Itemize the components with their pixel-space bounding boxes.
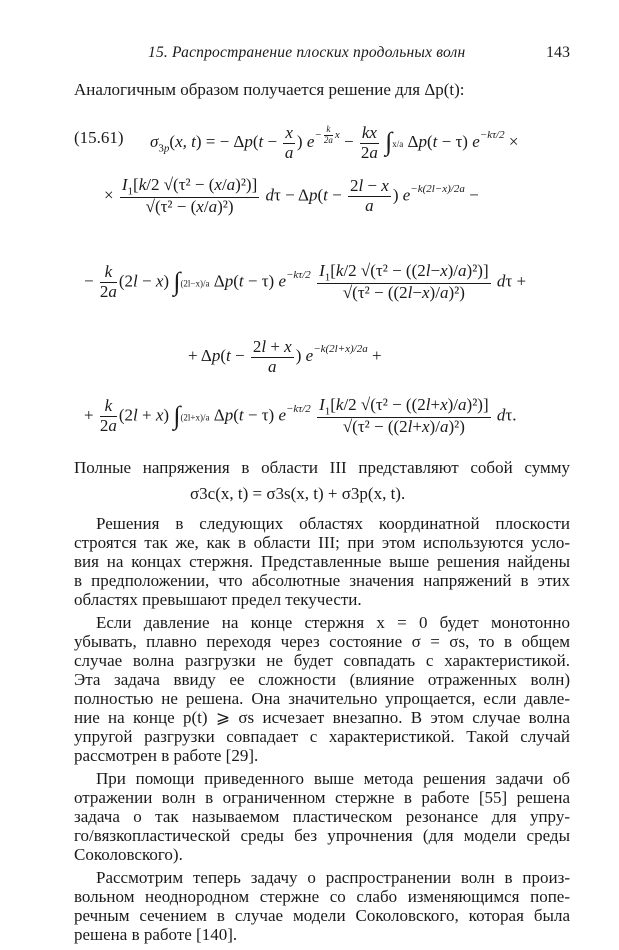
paragraph-line: При помощи приведенного выше метода решения задачи об [96,769,570,788]
paragraph-line: строятся так же, как в области III; при этом используются усло- [74,533,570,552]
paragraph-line: упругой разгрузки совпадает с характеристикой. Такой случай [74,727,570,746]
running-header-title: 15. Распространение плоских продольных волн [148,44,466,61]
paragraph-line: Если давление на конце стержня x = 0 будет монотонно [96,613,570,632]
paragraph-line: Соколовского). [74,845,183,864]
paragraph-line: Эта задача ввиду ее сложности (влияние отраженных волн) [74,670,570,689]
sum-intro: Полные напряжения в области III представляют собой сумму [74,458,570,477]
paragraph-line: полностью не решена. Она значительно упрощается, если давле- [74,689,570,708]
paragraph-line: случае волна разгрузки не будет совпадать с характеристикой. [74,651,570,670]
paragraph-line: решена в работе [140]. [74,925,238,944]
equation-row-2: × $\frac{I_1[k/2 √(\tau^2 - (x/a)^2)]}{\text{√(τ² − (x/a)²)}}$ dτ − Δp(t − $\frac{2l - x}{a}$ ) $e^{-k(2l-x)/2a}$ − [104,175,479,217]
paragraph-line: ние на конце p(t) ⩾ σs исчезает внезапно. В этом случае волна [74,708,570,727]
equation-row-4: + Δp(t − $\frac{2l + x}{a}$ ) $e^{-k(2l+x)/2a}$ + [188,337,382,376]
paragraph-line: областях превышают предел текучести. [74,590,362,609]
equation-row-3: − $\frac{k}{2a}$ (2l − x) ∫(2l−x)/a Δp(t − τ) $e^{-k\tau/2}$ $\frac{I_1[k/2 √(\tau^2 - ((2l-x)/a)^2)]}{\text{√(τ² − ((2l−x)/a)²)}}$ dτ + [84,261,527,303]
paragraph-line: речным сечением в случае модели Соколовского, которая была [74,906,570,925]
paragraph-line: рассмотрен в работе [29]. [74,746,259,765]
intro-line: Аналогичным образом получается решение для Δp(t): [74,80,465,99]
equation-row-1: $\sigma_{3p}(x$, t) = − Δp(t − $\frac{x}{a}$ ) $e^{- \frac{k}{2a} x}$ − $\frac{kx}{2a}$ ∫x/a Δp(t − τ) $e^{-k\tau/2}$ × [150,123,519,162]
paragraph-line: Решения в следующих областях координатной плоскости [96,514,570,533]
paragraph-line: отражении волн в ограниченном стержне в работе [55] решена [74,788,570,807]
equation-row-5: + $\frac{k}{2a}$ (2l + x) ∫(2l+x)/a Δp(t − τ) $e^{-k\tau/2}$ $\frac{I_1[k/2 √(\tau^2 - ((2l+x)/a)^2)]}{\text{√(τ² − ((2l+x)/a)²)}}$ dτ. [84,395,517,437]
paragraph-line: го/вязкопластической среды без упрочнения (для модели среды [74,826,570,845]
paragraph-line: вольном неоднородном стержне со слабо изменяющимся попе- [74,887,570,906]
page-number: 143 [546,44,570,61]
paragraph-line: задача о так называемом пластическом резонансе для упру- [74,807,570,826]
paragraph-line: вия на концах стержня. Представленные выше решения найдены [74,552,570,571]
paragraph-line: убывать, плавно переходя через состояние σ = σs, то в общем [74,632,570,651]
paragraph-line: Рассмотрим теперь задачу о распространении волн в произ- [96,868,570,887]
sum-equation: σ3c(x, t) = σ3s(x, t) + σ3p(x, t). [190,484,406,503]
paragraph-line: в предположении, что абсолютные значения напряжений в этих [74,571,570,590]
equation-number: (15.61) [74,128,124,147]
